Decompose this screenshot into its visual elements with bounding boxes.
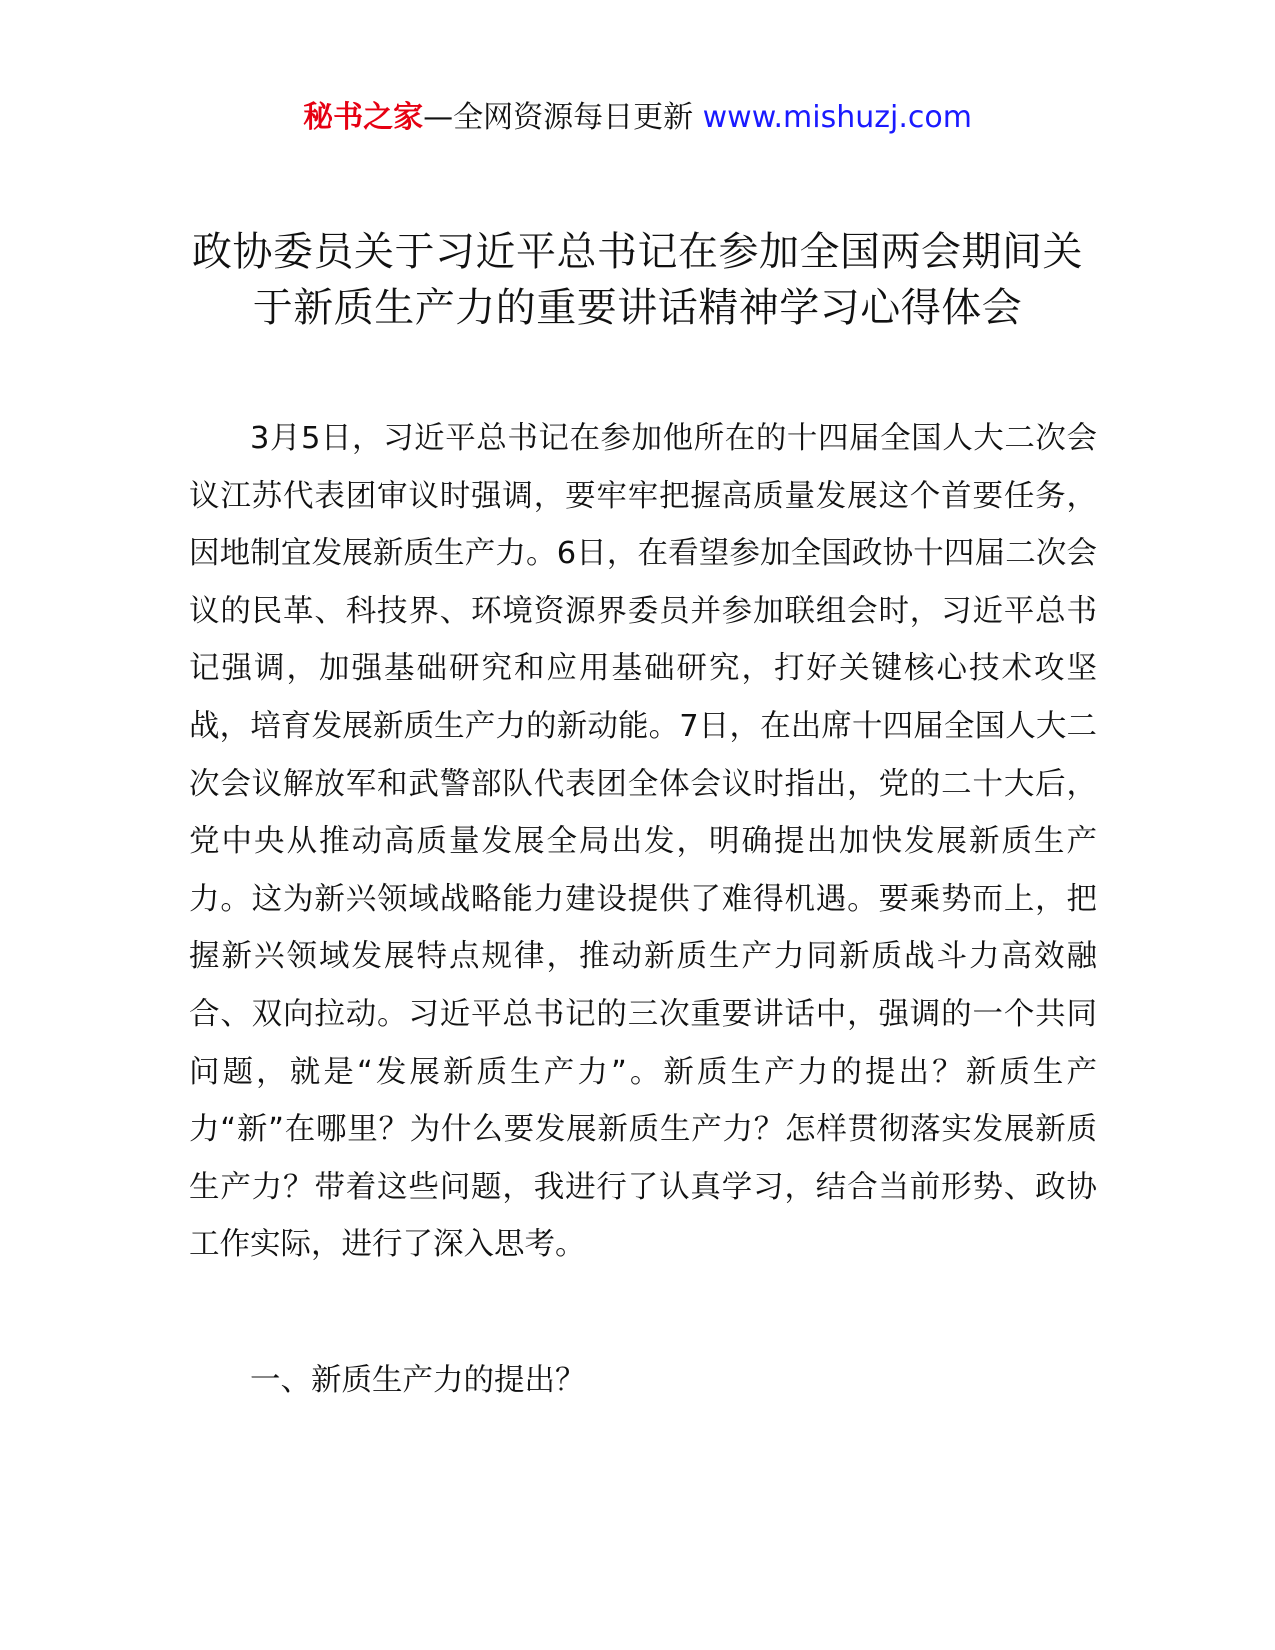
document-title: 政协委员关于习近平总书记在参加全国两会期间关于新质生产力的重要讲话精神学习心得体会	[192, 229, 1083, 331]
section-heading: 一、新质生产力的提出？	[250, 1363, 586, 1398]
site-brand: 秘书之家	[303, 100, 424, 135]
site-slogan: —全网资源每日更新	[423, 100, 694, 135]
body-paragraph: 3月5日，习近平总书记在参加他所在的十四届全国人大二次会议江苏代表团审议时强调，要牢牢把握高质量发展这个首要任务，因地制宜发展新质生产力。6日，在看望参加全国政协十四届二次会议的民革、科技界、环境资源界委员并参加联组会时，习近平总书记强调，加强基础研究和应用基础研究，打好关键核心技术攻坚战，培育发展新质生产力的新动能。7日，在出席十四届全国人大二次会议解放军和武警部队代表团全体会议时指出，党的二十大后，党中央从推动高质量发展全局出发，明确提出加快发展新质生产力。这为新兴领域战略能力建设提供了难得机遇。要乘势而上，把握新兴领域发展特点规律，推动新质生产力同新质战斗力高效融合、双向拉动。习近平总书记的三次重要讲话中，强调的一个共同问题，就是“发展新质生产力”。新质生产力的提出？新质生产力“新”在哪里？为什么要发展新质生产力？怎样贯彻落实发展新质生产力？带着这些问题，我进行了认真学习，结合当前形势、政协工作实际，进行了深入思考。	[189, 421, 1097, 1263]
site-url-link[interactable]: www.mishuzj.com	[702, 100, 972, 135]
site-header	[0, 98, 1275, 138]
